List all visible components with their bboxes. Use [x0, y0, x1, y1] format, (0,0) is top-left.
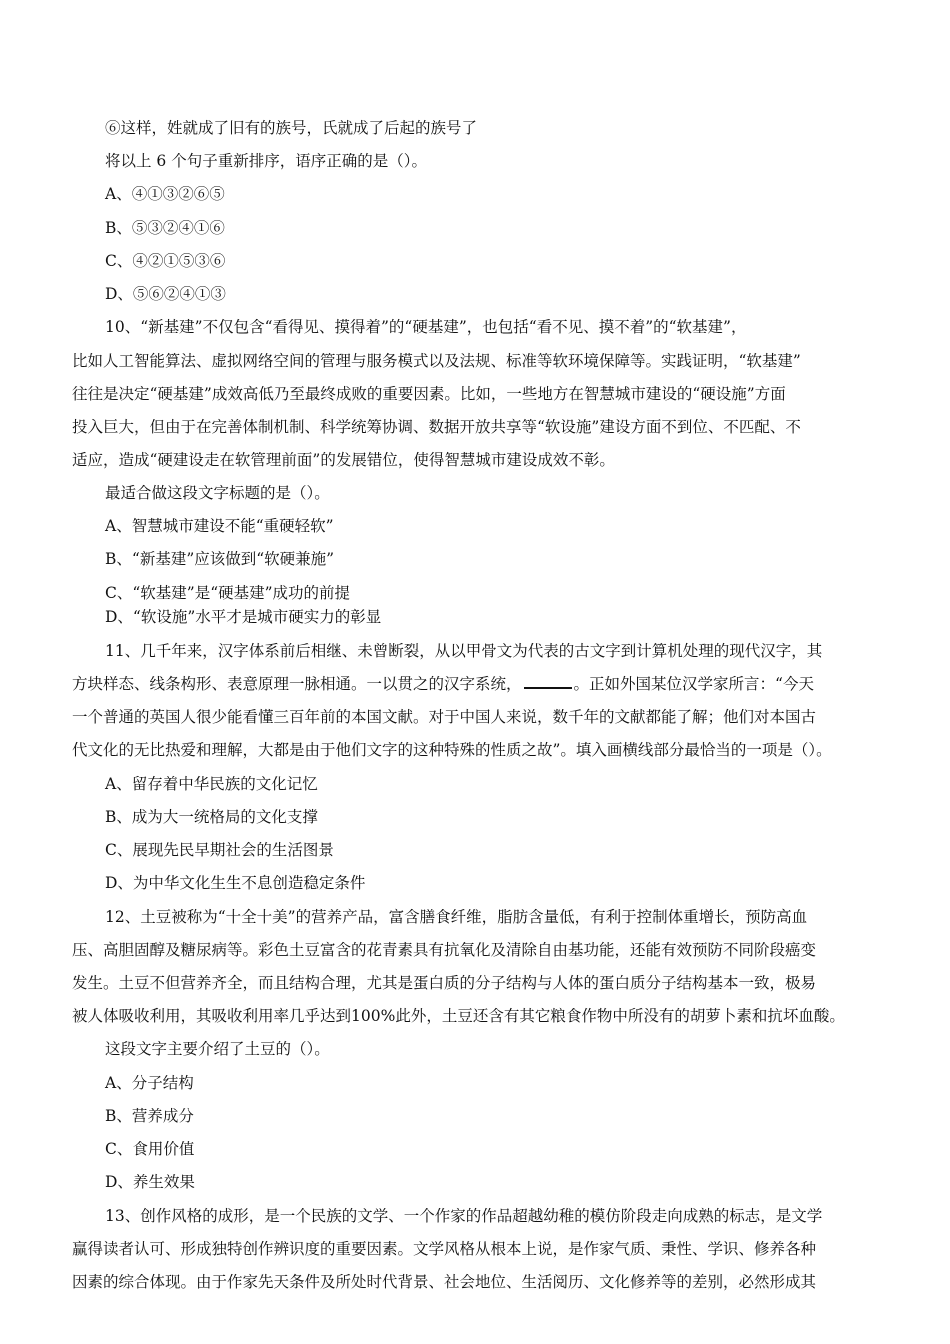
q10-line-1: 10、“新基建”不仅包含“看得见、摸得着”的“硬基建”，也包括“看不见、摸不着”的“软基建”， [105, 318, 747, 336]
q12-option-d: D、养生效果 [105, 1173, 195, 1191]
q12-option-c: C、食用价值 [105, 1140, 195, 1158]
q11-option-c: C、展现先民早期社会的生活图景 [105, 841, 334, 859]
q9-prompt: 将以上 6 个句子重新排序，语序正确的是（）。 [105, 152, 427, 170]
q11-option-a: A、留存着中华民族的文化记忆 [105, 775, 318, 793]
q10-line-5: 适应，造成“硬建设走在软管理前面”的发展错位，使得智慧城市建设成效不彰。 [72, 451, 615, 469]
q10-option-b: B、“新基建”应该做到“软硬兼施” [105, 550, 335, 568]
q9-option-c: C、④②①⑤③⑥ [105, 252, 226, 270]
q11-line-1: 11、几千年来，汉字体系前后相继、未曾断裂，从以甲骨文为代表的古文字到计算机处理的现代汉字，其 [105, 642, 823, 660]
fill-in-blank [524, 673, 572, 689]
q10-option-c: C、“软基建”是“硬基建”成功的前提 [105, 584, 351, 602]
q11-line-2-before: 方块样态、线条构形、表意原理一脉相通。一以贯之的汉字系统， [72, 675, 522, 693]
q11-option-d: D、为中华文化生生不息创造稳定条件 [105, 874, 366, 892]
q13-line-1: 13、创作风格的成形，是一个民族的文学、一个作家的作品超越幼稚的模仿阶段走向成熟的标志，是文学 [105, 1207, 823, 1225]
q13-line-2: 赢得读者认可、形成独特创作辨识度的重要因素。文学风格从根本上说，是作家气质、秉性、学识、修养各种 [72, 1240, 817, 1258]
q11-line-2 [72, 672, 814, 694]
q10-line-2: 比如人工智能算法、虚拟网络空间的管理与服务模式以及法规、标准等软环境保障等。实践证明，“软基建” [72, 352, 801, 370]
q12-option-a: A、分子结构 [105, 1074, 194, 1092]
q12-line-4: 被人体吸收利用，其吸收利用率几乎达到100%此外，土豆还含有其它粮食作物中所没有的胡萝卜素和抗坏血酸。 [72, 1007, 845, 1025]
q10-option-d: D、“软设施”水平才是城市硬实力的彰显 [105, 608, 382, 626]
q12-option-b: B、营养成分 [105, 1107, 194, 1125]
q11-line-3: 一个普通的英国人很少能看懂三百年前的本国文献。对于中国人来说，数千年的文献都能了解；他们对本国古 [72, 708, 817, 726]
q12-line-1: 12、土豆被称为“十全十美”的营养产品，富含膳食纤维，脂肪含量低，有利于控制体重增长，预防高血 [105, 908, 808, 926]
q10-option-a: A、智慧城市建设不能“重硬轻软” [105, 517, 334, 535]
q9-sentence-6: ⑥这样，姓就成了旧有的族号，氏就成了后起的族号了 [105, 119, 478, 137]
q13-line-3: 因素的综合体现。由于作家先天条件及所处时代背景、社会地位、生活阅历、文化修养等的差别，必然形成其 [72, 1273, 817, 1291]
q12-line-2: 压、高胆固醇及糖尿病等。彩色土豆富含的花青素具有抗氧化及清除自由基功能，还能有效预防不同阶段癌变 [72, 941, 817, 959]
q10-line-3: 往往是决定“硬基建”成效高低乃至最终成败的重要因素。比如，一些地方在智慧城市建设的“硬设施”方面 [72, 385, 786, 403]
q11-option-b: B、成为大一统格局的文化支撑 [105, 808, 318, 826]
q9-option-a: A、④①③②⑥⑤ [105, 185, 225, 203]
q9-option-d: D、⑤⑥②④①③ [105, 285, 226, 303]
q9-option-b: B、⑤③②④①⑥ [105, 219, 225, 237]
q12-prompt: 这段文字主要介绍了土豆的（）。 [105, 1040, 330, 1058]
q10-line-4: 投入巨大，但由于在完善体制机制、科学统筹协调、数据开放共享等“软设施”建设方面不到位、不匹配、不 [72, 418, 801, 436]
q10-prompt: 最适合做这段文字标题的是（）。 [105, 484, 330, 502]
q11-line-4: 代文化的无比热爱和理解，大都是由于他们文字的这种特殊的性质之故”。填入画横线部分最恰当的一项是（）。 [72, 741, 832, 759]
q11-line-2-after: 。正如外国某位汉学家所言：“今天 [573, 675, 814, 693]
q12-line-3: 发生。土豆不但营养齐全，而且结构合理，尤其是蛋白质的分子结构与人体的蛋白质分子结构基本一致，极易 [72, 974, 817, 992]
